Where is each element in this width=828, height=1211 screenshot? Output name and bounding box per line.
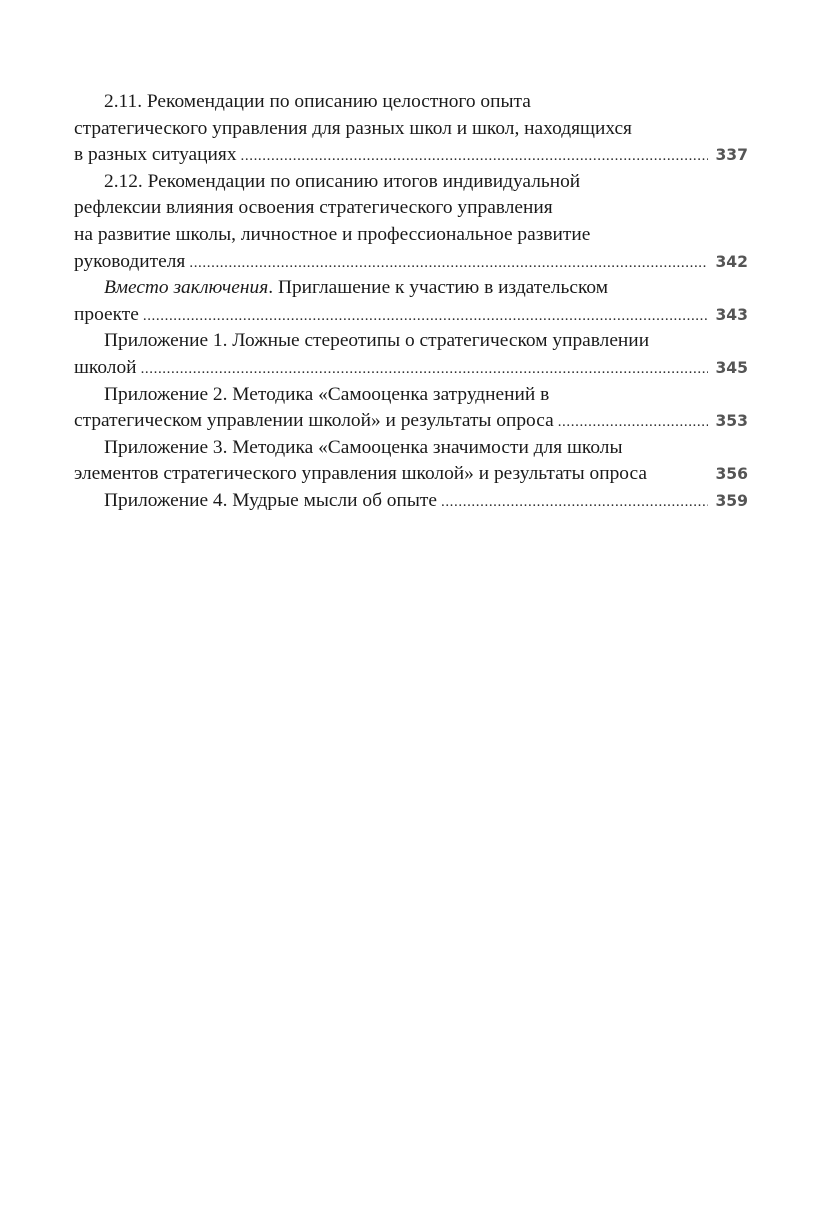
dot-leader bbox=[558, 409, 708, 436]
toc-entry-text: Приложение 2. Методика «Самооценка затруднений в bbox=[104, 383, 550, 405]
dot-leader bbox=[143, 303, 708, 330]
dot-leader bbox=[189, 250, 708, 277]
toc-entry-text: 2.11. Рекомендации по описанию целостного опыта bbox=[104, 91, 531, 112]
toc-entry-text: стратегическом управлении школой» и результаты опроса bbox=[74, 410, 554, 432]
toc-entry-italic-lead: Вместо заключения bbox=[104, 277, 269, 299]
dot-leader bbox=[141, 356, 708, 383]
toc-entry-last-line bbox=[74, 302, 748, 329]
toc-entry-last-line bbox=[74, 355, 748, 382]
toc-entry-last-line bbox=[74, 249, 748, 276]
toc-entry-conclusion[interactable] bbox=[74, 275, 748, 328]
toc-entry-text: Приложение 4. Мудрые мысли об опыте bbox=[104, 489, 437, 511]
toc-entry-first-line bbox=[74, 275, 748, 302]
toc-entry-text: школой bbox=[74, 356, 137, 378]
toc-entry-text: 2.12. Рекомендации по описанию итогов индивидуальной bbox=[104, 170, 581, 192]
toc-entry-text: рефлексии влияния освоения стратегического управления bbox=[74, 197, 553, 219]
page-number[interactable]: 337 bbox=[715, 146, 748, 165]
toc-entry-text: руководителя bbox=[74, 250, 186, 272]
toc-entry-text: . Приглашение к участию в издательском bbox=[268, 277, 609, 299]
page-number[interactable]: 353 bbox=[715, 412, 748, 431]
dot-leader bbox=[241, 143, 708, 170]
page-number[interactable]: 343 bbox=[715, 305, 748, 324]
toc-entry-text: на развитие школы, личностное и профессиональное развитие bbox=[74, 223, 591, 245]
table-of-contents bbox=[74, 89, 748, 515]
toc-entry-text: Приложение 3. Методика «Самооценка значимости для школы bbox=[104, 436, 623, 458]
toc-entry-appendix-1[interactable] bbox=[74, 328, 748, 381]
page-number[interactable]: 359 bbox=[715, 491, 748, 510]
toc-entry-last-line bbox=[74, 488, 748, 515]
toc-entry-text: в разных ситуациях bbox=[74, 144, 237, 166]
page-number[interactable]: 356 bbox=[715, 465, 748, 484]
toc-entry-appendix-4[interactable] bbox=[74, 488, 748, 515]
toc-entry-appendix-3[interactable] bbox=[74, 435, 748, 488]
toc-entry-last-line bbox=[74, 461, 748, 488]
toc-entry-2-12[interactable] bbox=[74, 169, 748, 275]
page-number[interactable]: 342 bbox=[715, 252, 748, 271]
toc-entry-text: проекте bbox=[74, 303, 139, 325]
toc-entry-text: Приложение 1. Ложные стереотипы о стратегическом управлении bbox=[104, 330, 650, 352]
toc-entry-2-11[interactable] bbox=[74, 89, 748, 169]
dot-leader bbox=[441, 489, 708, 516]
toc-entry-text: элементов стратегического управления школой» и результаты опроса bbox=[74, 463, 647, 485]
toc-entry-appendix-2[interactable] bbox=[74, 382, 748, 435]
toc-entry-text: стратегического управления для разных школ и школ, находящихся bbox=[74, 117, 632, 139]
toc-entry-last-line bbox=[74, 408, 748, 435]
toc-entry-last-line bbox=[74, 142, 748, 169]
page-number[interactable]: 345 bbox=[715, 358, 748, 377]
